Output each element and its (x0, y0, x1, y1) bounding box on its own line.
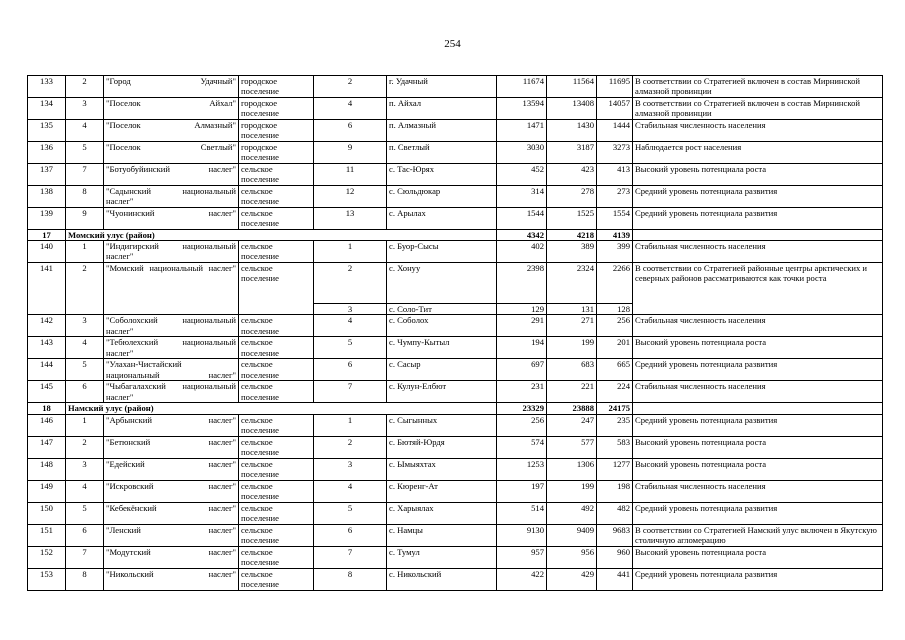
settlement-name: "Момский национальный наслег" (104, 263, 239, 315)
place-name: с. Соло-Тит (387, 304, 497, 315)
place-name: с. Кюренг-Ат (387, 480, 497, 502)
value-2: 221 (547, 381, 597, 403)
place-name: с. Намцы (387, 524, 497, 546)
table-row (28, 263, 883, 304)
note: Стабильная численность населения (633, 241, 883, 263)
settlement-kind: сельское поселение (239, 568, 314, 590)
settlement-name: "Кебекёнский наслег" (104, 502, 239, 524)
value-2: 1525 (547, 208, 597, 230)
sub-number: 4 (66, 120, 104, 142)
row-number: 141 (28, 263, 66, 315)
settlement-kind: городское поселение (239, 142, 314, 164)
value-1: 1544 (497, 208, 547, 230)
sub-number: 1 (66, 414, 104, 436)
value-2: 492 (547, 502, 597, 524)
value-1: 314 (497, 186, 547, 208)
note: Высокий уровень потенциала роста (633, 164, 883, 186)
value-2: 956 (547, 546, 597, 568)
value-1: 1253 (497, 458, 547, 480)
note: Высокий уровень потенциала роста (633, 436, 883, 458)
table-row (28, 381, 883, 403)
row-number: 143 (28, 337, 66, 359)
settlement-name: "Модутский наслег" (104, 546, 239, 568)
place-number: 4 (314, 480, 387, 502)
place-number: 11 (314, 164, 387, 186)
value-2: 23888 (547, 403, 597, 414)
value-1: 957 (497, 546, 547, 568)
table-row (28, 208, 883, 230)
settlement-kind: сельское поселение (239, 164, 314, 186)
place-name: г. Удачный (387, 76, 497, 98)
settlement-name: "Тебюлехский национальный наслег" (104, 337, 239, 359)
row-number: 147 (28, 436, 66, 458)
table-row (28, 436, 883, 458)
value-2: 389 (547, 241, 597, 263)
value-1: 194 (497, 337, 547, 359)
sub-number: 2 (66, 76, 104, 98)
value-3: 24175 (597, 403, 633, 414)
row-number: 142 (28, 315, 66, 337)
value-2: 11564 (547, 76, 597, 98)
value-2: 271 (547, 315, 597, 337)
settlement-name: "Поселок Айхал" (104, 98, 239, 120)
value-1: 402 (497, 241, 547, 263)
value-1: 2398 (497, 263, 547, 304)
note: Средний уровень потенциала развития (633, 208, 883, 230)
sub-number: 3 (66, 98, 104, 120)
settlement-kind: сельское поселение (239, 241, 314, 263)
note: Средний уровень потенциала развития (633, 414, 883, 436)
note: Средний уровень потенциала развития (633, 502, 883, 524)
table-row (28, 414, 883, 436)
value-3: 9683 (597, 524, 633, 546)
settlement-kind: сельское поселение (239, 458, 314, 480)
sub-number: 2 (66, 436, 104, 458)
row-number: 134 (28, 98, 66, 120)
district-title: Намский улус (район) (66, 403, 497, 414)
place-name: с. Чумпу-Кытыл (387, 337, 497, 359)
settlement-name: "Чыбагалахский национальный наслег" (104, 381, 239, 403)
sub-number: 5 (66, 142, 104, 164)
row-number: 136 (28, 142, 66, 164)
table-row (28, 359, 883, 381)
place-name: п. Айхал (387, 98, 497, 120)
value-3: 413 (597, 164, 633, 186)
note: Средний уровень потенциала развития (633, 568, 883, 590)
value-3: 235 (597, 414, 633, 436)
place-name: с. Тас-Юрях (387, 164, 497, 186)
settlement-kind: сельское поселение (239, 480, 314, 502)
value-1: 3030 (497, 142, 547, 164)
settlement-name: "Ботуобуйинский наслег" (104, 164, 239, 186)
value-3: 665 (597, 359, 633, 381)
note: Стабильная численность населения (633, 381, 883, 403)
place-name: с. Арылах (387, 208, 497, 230)
row-number: 144 (28, 359, 66, 381)
place-number: 7 (314, 381, 387, 403)
table-row (28, 502, 883, 524)
settlement-kind: городское поселение (239, 120, 314, 142)
page-number: 254 (444, 38, 461, 50)
settlement-name: "Ленский наслег" (104, 524, 239, 546)
place-number: 8 (314, 568, 387, 590)
value-3: 1277 (597, 458, 633, 480)
settlement-kind: сельское поселение (239, 263, 314, 315)
value-3: 441 (597, 568, 633, 590)
value-3: 273 (597, 186, 633, 208)
value-3: 11695 (597, 76, 633, 98)
value-3: 3273 (597, 142, 633, 164)
sub-number: 2 (66, 263, 104, 315)
value-1: 23329 (497, 403, 547, 414)
settlement-kind: сельское поселение (239, 436, 314, 458)
place-number: 2 (314, 436, 387, 458)
place-name: с. Никольский (387, 568, 497, 590)
sub-number: 1 (66, 241, 104, 263)
value-1: 1471 (497, 120, 547, 142)
sub-number: 8 (66, 186, 104, 208)
value-2: 9409 (547, 524, 597, 546)
place-name: п. Алмазный (387, 120, 497, 142)
settlement-kind: сельское поселение (239, 315, 314, 337)
place-number: 1 (314, 241, 387, 263)
row-number: 139 (28, 208, 66, 230)
settlement-kind: сельское поселение (239, 359, 314, 381)
value-3: 399 (597, 241, 633, 263)
table-row (28, 480, 883, 502)
row-number: 151 (28, 524, 66, 546)
value-3: 224 (597, 381, 633, 403)
place-number: 4 (314, 315, 387, 337)
row-number: 138 (28, 186, 66, 208)
note: В соответствии со Стратегией включен в состав Мирнинской алмазной провинции (633, 98, 883, 120)
settlement-name: "Поселок Светлый" (104, 142, 239, 164)
row-number: 150 (28, 502, 66, 524)
note: Высокий уровень потенциала роста (633, 337, 883, 359)
place-name: с. Сюльдюкар (387, 186, 497, 208)
district-title: Момский улус (район) (66, 230, 497, 241)
value-3: 1554 (597, 208, 633, 230)
sub-number: 5 (66, 502, 104, 524)
value-1: 13594 (497, 98, 547, 120)
place-name: с. Бютяй-Юрдя (387, 436, 497, 458)
value-2: 3187 (547, 142, 597, 164)
note: Высокий уровень потенциала роста (633, 458, 883, 480)
district-number: 18 (28, 403, 66, 414)
note: Средний уровень потенциала развития (633, 186, 883, 208)
value-3: 198 (597, 480, 633, 502)
table-row (28, 568, 883, 590)
place-name: с. Кулун-Елбют (387, 381, 497, 403)
place-number: 2 (314, 76, 387, 98)
table-row (28, 186, 883, 208)
table-row (28, 315, 883, 337)
place-number: 6 (314, 120, 387, 142)
place-number: 5 (314, 502, 387, 524)
value-2: 199 (547, 480, 597, 502)
settlement-name: "Чуонинский наслег" (104, 208, 239, 230)
row-number: 148 (28, 458, 66, 480)
value-2: 1430 (547, 120, 597, 142)
value-2: 1306 (547, 458, 597, 480)
place-number: 3 (314, 304, 387, 315)
note: Наблюдается рост населения (633, 142, 883, 164)
note-empty (633, 230, 883, 241)
value-2: 13408 (547, 98, 597, 120)
district-row (28, 403, 883, 414)
table-row (28, 98, 883, 120)
settlement-name: "Улахан-Чистайский национальный наслег" (104, 359, 239, 381)
row-number: 133 (28, 76, 66, 98)
value-3: 14057 (597, 98, 633, 120)
note-empty (633, 403, 883, 414)
place-name: с. Харыялах (387, 502, 497, 524)
table-row (28, 524, 883, 546)
row-number: 146 (28, 414, 66, 436)
value-1: 11674 (497, 76, 547, 98)
place-number: 6 (314, 359, 387, 381)
table-row (28, 546, 883, 568)
value-3: 2266 (597, 263, 633, 304)
row-number: 135 (28, 120, 66, 142)
value-3: 960 (597, 546, 633, 568)
place-number: 12 (314, 186, 387, 208)
sub-number: 5 (66, 359, 104, 381)
table-row (28, 337, 883, 359)
value-1: 422 (497, 568, 547, 590)
value-2: 423 (547, 164, 597, 186)
sub-number: 3 (66, 315, 104, 337)
value-2: 4218 (547, 230, 597, 241)
place-name: с. Сыгынных (387, 414, 497, 436)
sub-number: 4 (66, 480, 104, 502)
value-2: 2324 (547, 263, 597, 304)
value-2: 131 (547, 304, 597, 315)
note: Средний уровень потенциала развития (633, 359, 883, 381)
settlement-kind: сельское поселение (239, 337, 314, 359)
sub-number: 6 (66, 524, 104, 546)
place-number: 5 (314, 337, 387, 359)
value-1: 452 (497, 164, 547, 186)
settlement-name: "Индигирский национальный наслег" (104, 241, 239, 263)
settlement-name: "Город Удачный" (104, 76, 239, 98)
value-2: 577 (547, 436, 597, 458)
place-name: п. Светлый (387, 142, 497, 164)
settlement-kind: городское поселение (239, 98, 314, 120)
value-1: 291 (497, 315, 547, 337)
note: В соответствии со Стратегией включен в состав Мирнинской алмазной провинции (633, 76, 883, 98)
table-row (28, 241, 883, 263)
value-3: 1444 (597, 120, 633, 142)
value-3: 128 (597, 304, 633, 315)
note: Стабильная численность населения (633, 120, 883, 142)
value-2: 429 (547, 568, 597, 590)
value-2: 199 (547, 337, 597, 359)
place-name: с. Буор-Сысы (387, 241, 497, 263)
settlement-name: "Едейский наслег" (104, 458, 239, 480)
settlement-kind: сельское поселение (239, 546, 314, 568)
value-1: 197 (497, 480, 547, 502)
place-number: 2 (314, 263, 387, 304)
settlement-kind: сельское поселение (239, 524, 314, 546)
value-2: 247 (547, 414, 597, 436)
sub-number: 9 (66, 208, 104, 230)
row-number: 140 (28, 241, 66, 263)
note: В соответствии со Стратегией районные центры арктических и северных районов рассматриваются как точки роста (633, 263, 883, 315)
place-number: 7 (314, 546, 387, 568)
sub-number: 6 (66, 381, 104, 403)
place-number: 6 (314, 524, 387, 546)
value-2: 278 (547, 186, 597, 208)
place-name: с. Соболох (387, 315, 497, 337)
table-row (28, 142, 883, 164)
place-name: с. Сасыр (387, 359, 497, 381)
value-1: 514 (497, 502, 547, 524)
value-1: 697 (497, 359, 547, 381)
settlement-kind: сельское поселение (239, 414, 314, 436)
place-name: с. Хонуу (387, 263, 497, 304)
value-1: 256 (497, 414, 547, 436)
value-1: 4342 (497, 230, 547, 241)
settlement-name: "Искровский наслег" (104, 480, 239, 502)
place-number: 3 (314, 458, 387, 480)
place-name: с. Ымыяхтах (387, 458, 497, 480)
value-2: 683 (547, 359, 597, 381)
settlement-kind: сельское поселение (239, 381, 314, 403)
settlement-kind: сельское поселение (239, 208, 314, 230)
place-number: 1 (314, 414, 387, 436)
value-3: 4139 (597, 230, 633, 241)
table-row (28, 120, 883, 142)
sub-number: 7 (66, 164, 104, 186)
place-number: 13 (314, 208, 387, 230)
row-number: 145 (28, 381, 66, 403)
place-name: с. Тумул (387, 546, 497, 568)
value-1: 9130 (497, 524, 547, 546)
settlement-kind: сельское поселение (239, 502, 314, 524)
table-row (28, 458, 883, 480)
row-number: 153 (28, 568, 66, 590)
settlements-table (27, 75, 883, 591)
district-row (28, 230, 883, 241)
row-number: 137 (28, 164, 66, 186)
place-number: 9 (314, 142, 387, 164)
row-number: 152 (28, 546, 66, 568)
table-row (28, 164, 883, 186)
note: Высокий уровень потенциала роста (633, 546, 883, 568)
sub-number: 3 (66, 458, 104, 480)
row-number: 149 (28, 480, 66, 502)
settlement-name: "Поселок Алмазный" (104, 120, 239, 142)
value-3: 482 (597, 502, 633, 524)
settlement-name: "Садынский национальный наслег" (104, 186, 239, 208)
settlement-kind: городское поселение (239, 76, 314, 98)
table-row (28, 76, 883, 98)
value-3: 201 (597, 337, 633, 359)
settlement-name: "Соболохский национальный наслег" (104, 315, 239, 337)
value-1: 129 (497, 304, 547, 315)
settlement-name: "Никольский наслег" (104, 568, 239, 590)
value-1: 231 (497, 381, 547, 403)
settlement-name: "Бетюнский наслег" (104, 436, 239, 458)
value-3: 583 (597, 436, 633, 458)
settlement-name: "Арбынский наслег" (104, 414, 239, 436)
value-1: 574 (497, 436, 547, 458)
place-number: 4 (314, 98, 387, 120)
sub-number: 4 (66, 337, 104, 359)
note: Стабильная численность населения (633, 315, 883, 337)
district-number: 17 (28, 230, 66, 241)
note: В соответствии со Стратегией Намский улус включен в Якутскую столичную агломерацию (633, 524, 883, 546)
sub-number: 8 (66, 568, 104, 590)
sub-number: 7 (66, 546, 104, 568)
note: Стабильная численность населения (633, 480, 883, 502)
value-3: 256 (597, 315, 633, 337)
settlement-kind: сельское поселение (239, 186, 314, 208)
